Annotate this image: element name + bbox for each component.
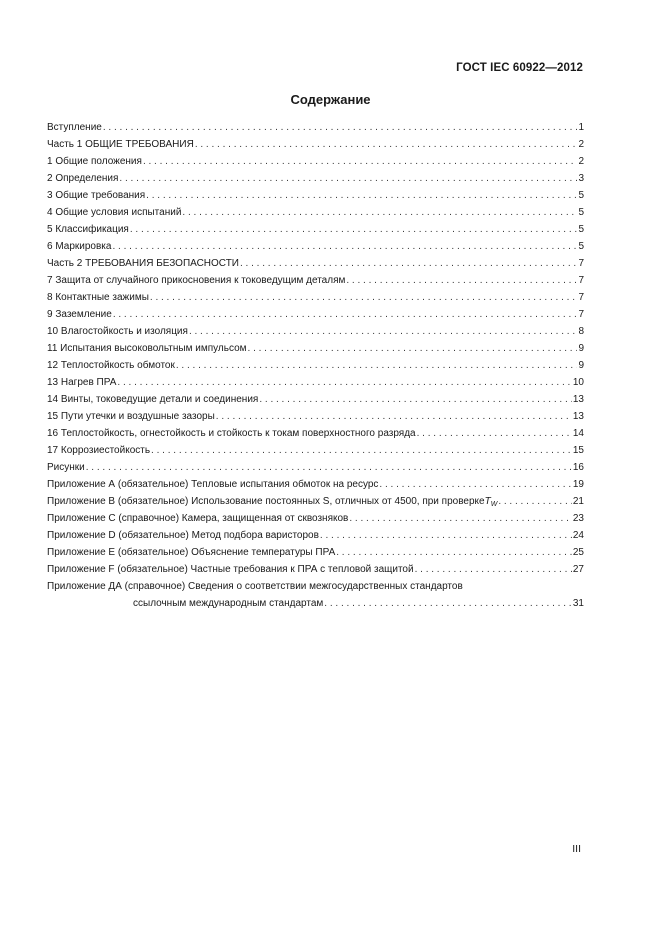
toc-entry-14[interactable]: 14 Винты, токоведущие детали и соединения . . . 13 [47, 391, 584, 408]
toc-entry-6[interactable]: 6 Маркировка . . . 5 [47, 238, 584, 255]
toc-entry-annex-b[interactable]: Приложение В (обязательное) Использование постоянных S, отличных от 4500, при проверке $T_W$ . . . 21 [47, 493, 584, 510]
toc-entry-5[interactable]: 5 Классификация . . . 5 [47, 221, 584, 238]
toc-entry-figures[interactable]: Рисунки . . . 16 [47, 459, 584, 476]
toc-entry-part1[interactable]: Часть 1 ОБЩИЕ ТРЕБОВАНИЯ . . . 2 [47, 136, 584, 153]
toc-entry-15[interactable]: 15 Пути утечки и воздушные зазоры . . . 13 [47, 408, 584, 425]
toc-entry-2[interactable]: 2 Определения . . . 3 [47, 170, 584, 187]
toc-title: Содержание [290, 92, 371, 107]
page-number: III [572, 843, 581, 855]
toc-entry-8[interactable]: 8 Контактные зажимы . . . 7 [47, 289, 584, 306]
toc-entry-13[interactable]: 13 Нагрев ПРА . . . 10 [47, 374, 584, 391]
tw-symbol: $T_W$ [484, 496, 498, 508]
table-of-contents [47, 119, 584, 612]
toc-entry-annex-f[interactable]: Приложение F (обязательное) Частные требования к ПРА с тепловой защитой . . . 27 [47, 561, 584, 578]
toc-entry-annex-a[interactable]: Приложение А (обязательное) Тепловые испытания обмоток на ресурс . . . 19 [47, 476, 584, 493]
toc-entry-9[interactable]: 9 Заземление . . . 7 [47, 306, 584, 323]
toc-entry-1[interactable]: 1 Общие положения . . . 2 [47, 153, 584, 170]
toc-entry-10[interactable]: 10 Влагостойкость и изоляция . . . 8 [47, 323, 584, 340]
toc-entry-annex-e[interactable]: Приложение Е (обязательное) Объяснение температуры ПРА . . . 25 [47, 544, 584, 561]
toc-entry-17[interactable]: 17 Коррозиестойкость . . . 15 [47, 442, 584, 459]
document-code: ГОСТ IEC 60922—2012 [456, 62, 583, 74]
toc-entry-annex-da-cont[interactable]: ссылочным международным стандартам . . . 31 [47, 595, 584, 612]
toc-entry-4[interactable]: 4 Общие условия испытаний . . . 5 [47, 204, 584, 221]
toc-entry-intro[interactable]: Вступление . . . 1 [47, 119, 584, 136]
toc-entry-3[interactable]: 3 Общие требования . . . 5 [47, 187, 584, 204]
toc-entry-12[interactable]: 12 Теплостойкость обмоток . . . 9 [47, 357, 584, 374]
toc-entry-part2[interactable]: Часть 2 ТРЕБОВАНИЯ БЕЗОПАСНОСТИ . . . 7 [47, 255, 584, 272]
toc-entry-16[interactable]: 16 Теплостойкость, огнестойкость и стойкость к токам поверхностного разряда . . . 14 [47, 425, 584, 442]
toc-entry-annex-da[interactable]: Приложение ДА (справочное) Сведения о соответствии межгосударственных стандартов [47, 581, 463, 592]
toc-entry-annex-d[interactable]: Приложение D (обязательное) Метод подбора варисторов . . . 24 [47, 527, 584, 544]
toc-entry-11[interactable]: 11 Испытания высоковольтным импульсом . . . 9 [47, 340, 584, 357]
toc-entry-annex-c[interactable]: Приложение С (справочное) Камера, защищенная от сквозняков . . . 23 [47, 510, 584, 527]
toc-entry-7[interactable]: 7 Защита от случайного прикосновения к токоведущим деталям . . . 7 [47, 272, 584, 289]
